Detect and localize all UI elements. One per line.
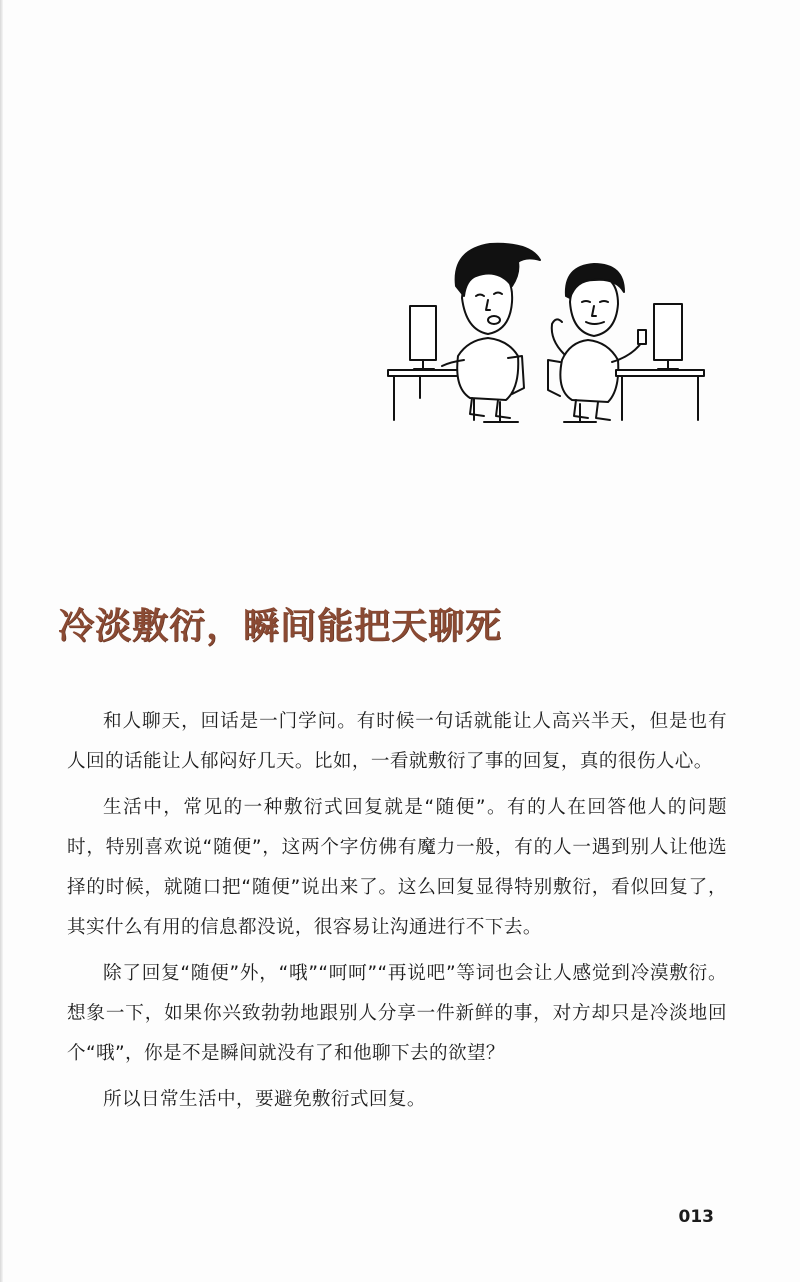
body-text (67, 702, 727, 1126)
page-edge-shadow (0, 0, 3, 1282)
two-office-workers-at-computers-icon (380, 238, 710, 428)
paragraph-2: 生活中，常见的一种敷衍式回复就是“随便”。有的人在回答他人的问题时，特别喜欢说“随便”，这两个字仿佛有魔力一般，有的人一遇到别人让他选择的时候，就随口把“随便”说出来了。这么回复显得特别敷衍，看似回复了，其实什么有用的信息都没说，很容易让沟通进行不下去。 (67, 797, 727, 938)
paragraph-3: 除了回复“随便”外，“哦”“呵呵”“再说吧”等词也会让人感觉到冷漠敷衍。想象一下，如果你兴致勃勃地跟别人分享一件新鲜的事，对方却只是冷淡地回个“哦”，你是不是瞬间就没有了和他聊下去的欲望？ (67, 963, 727, 1064)
chapter-title: 冷淡敷衍，瞬间能把天聊死 (58, 605, 503, 647)
paragraph-1: 和人聊天，回话是一门学问。有时候一句话就能让人高兴半天，但是也有人回的话能让人郁闷好几天。比如，一看就敷衍了事的回复，真的很伤人心。 (67, 711, 727, 772)
paragraph-4: 所以日常生活中，要避免敷衍式回复。 (103, 1089, 426, 1110)
page-number: 013 (678, 1207, 714, 1227)
